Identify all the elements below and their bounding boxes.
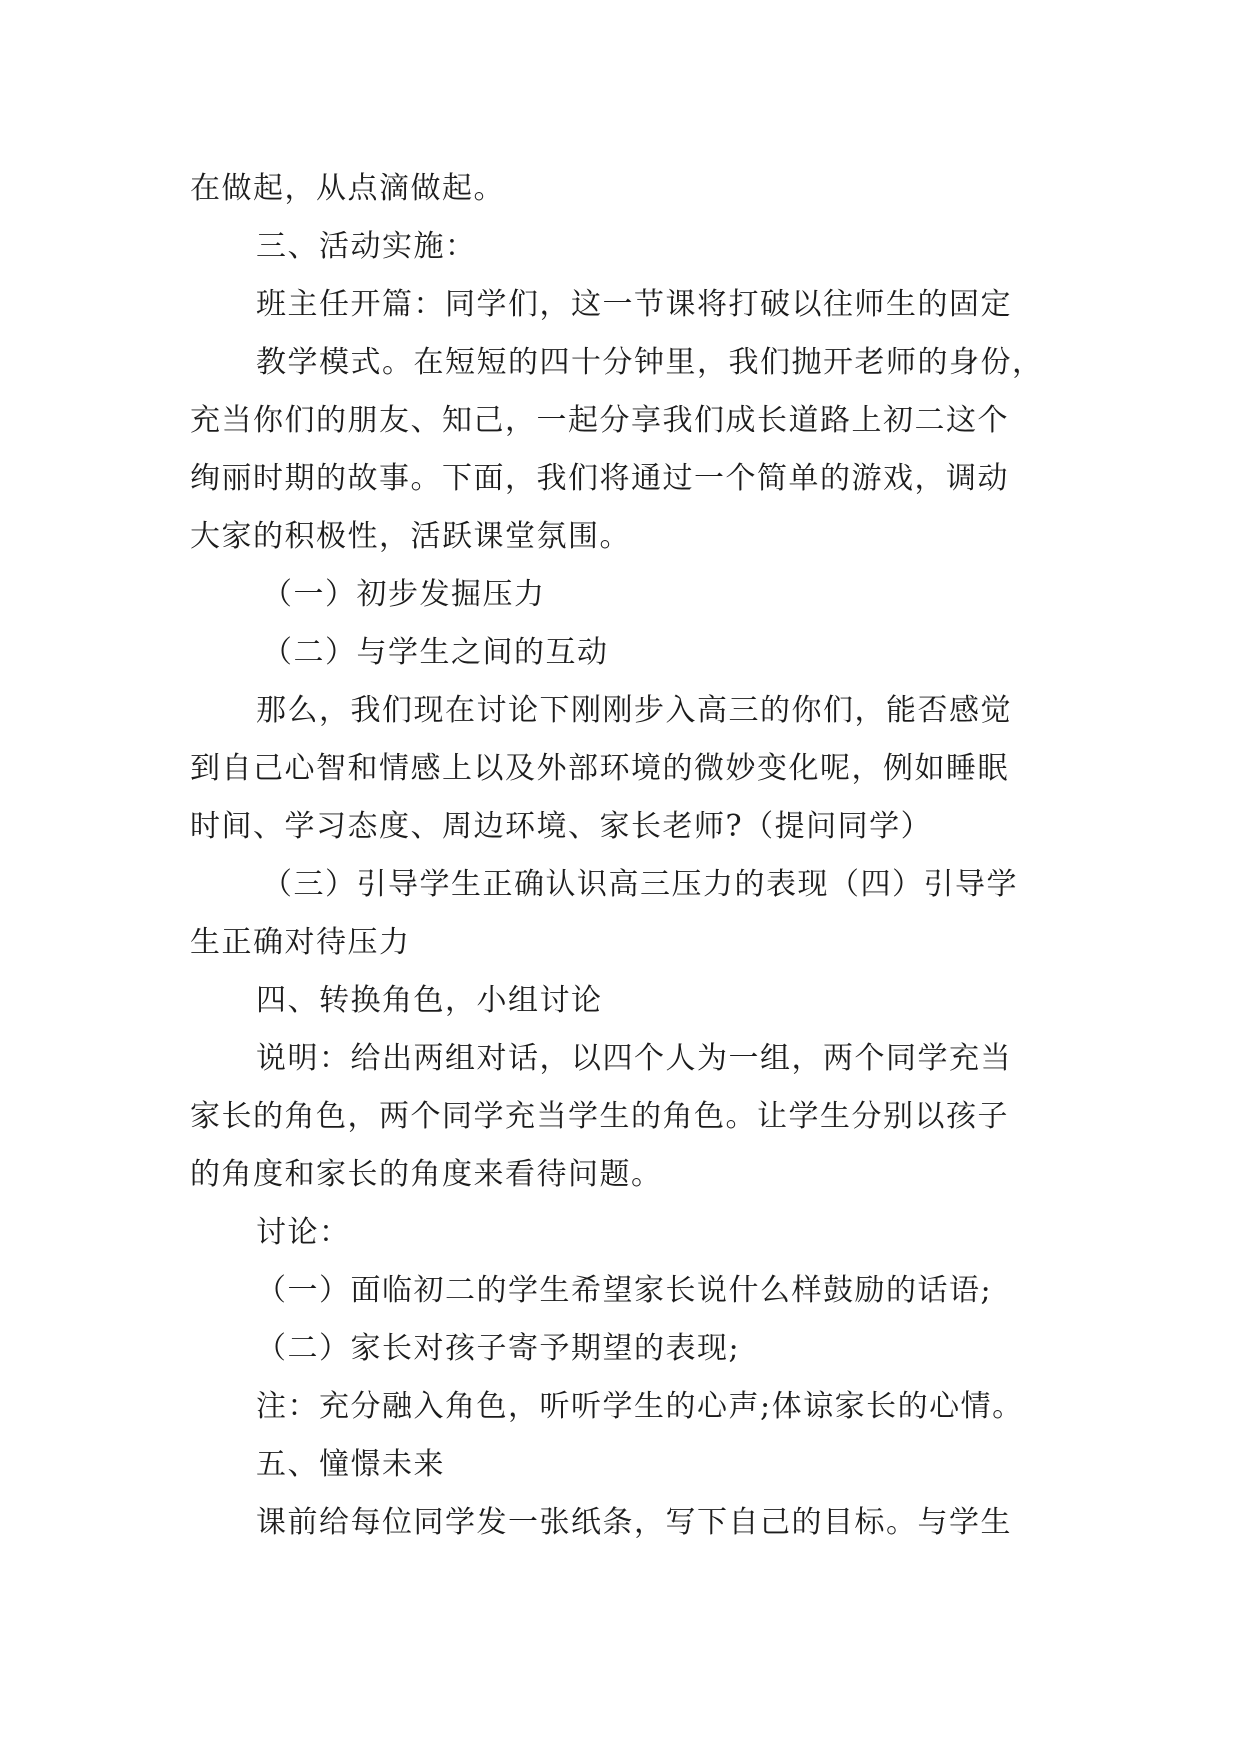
list-item: （二）家长对孩子寄予期望的表现; — [256, 1331, 741, 1366]
paragraph-line: （三）引导学生正确认识高三压力的表现（四）引导学 — [262, 867, 1018, 902]
paragraph-line: 那么，我们现在讨论下刚刚步入高三的你们，能否感觉 — [256, 693, 1012, 728]
paragraph-line: 课前给每位同学发一张纸条，写下自己的目标。与学生 — [256, 1505, 1012, 1540]
text-line: 在做起，从点滴做起。 — [190, 171, 505, 206]
subsection-heading: （一）初步发掘压力 — [262, 577, 546, 612]
paragraph-line: 时间、学习态度、周边环境、家长老师?（提问同学） — [190, 809, 933, 844]
paragraph-line: 到自己心智和情感上以及外部环境的微妙变化呢，例如睡眠 — [190, 751, 1009, 786]
paragraph-line: 大家的积极性，活跃课堂氛围。 — [190, 519, 631, 554]
section-heading: 四、转换角色，小组讨论 — [256, 983, 603, 1018]
document-body — [190, 160, 1070, 1552]
note-line: 注：充分融入角色，听听学生的心声;体谅家长的心情。 — [256, 1389, 1024, 1424]
paragraph-line: 家长的角色，两个同学充当学生的角色。让学生分别以孩子 — [190, 1099, 1009, 1134]
paragraph-line: 班主任开篇：同学们，这一节课将打破以往师生的固定 — [256, 287, 1012, 322]
section-heading: 三、活动实施： — [256, 229, 477, 264]
paragraph-line: 充当你们的朋友、知己，一起分享我们成长道路上初二这个 — [190, 403, 1009, 438]
subsection-heading: （二）与学生之间的互动 — [262, 635, 609, 670]
list-item: （一）面临初二的学生希望家长说什么样鼓励的话语; — [256, 1273, 993, 1308]
section-heading: 五、憧憬未来 — [256, 1447, 445, 1482]
paragraph-line: 绚丽时期的故事。下面，我们将通过一个简单的游戏，调动 — [190, 461, 1009, 496]
paragraph-line: 说明：给出两组对话，以四个人为一组，两个同学充当 — [256, 1041, 1012, 1076]
paragraph-line: 讨论： — [256, 1215, 351, 1250]
paragraph-line: 教学模式。在短短的四十分钟里，我们抛开老师的身份， — [256, 345, 1044, 380]
paragraph-line: 生正确对待压力 — [190, 925, 411, 960]
paragraph-line: 的角度和家长的角度来看待问题。 — [190, 1157, 663, 1192]
